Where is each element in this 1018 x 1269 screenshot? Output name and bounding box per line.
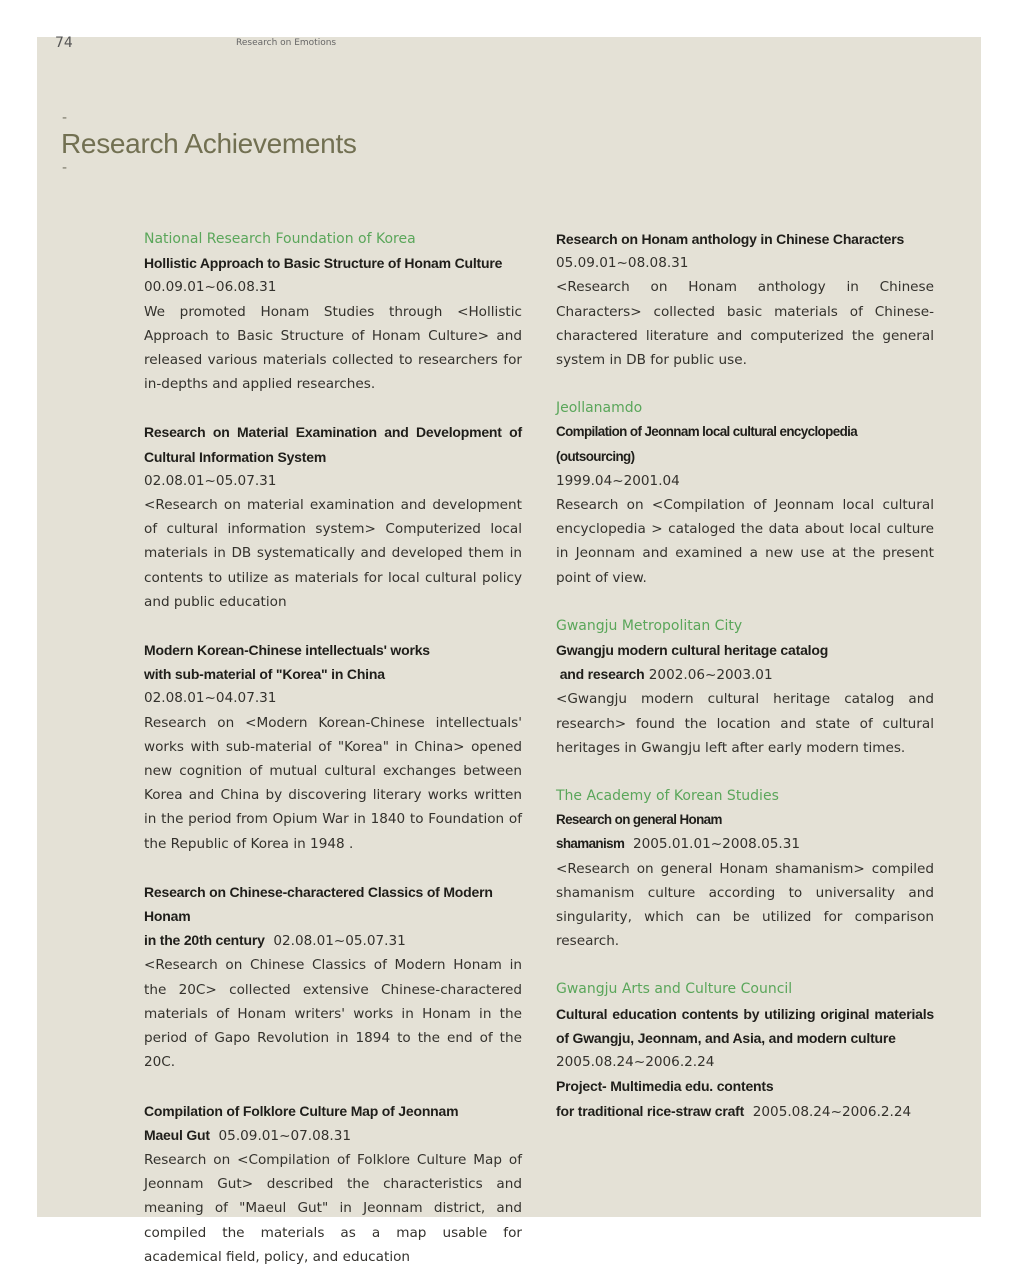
- entry-date: 02.08.01~05.07.31: [144, 472, 277, 489]
- entry-text: Research on <Modern Korean-Chinese intellectuals' works with sub-material of "Korea" in China> opened new cognition of mutual cultural exchanges between Korea and China by discovering literary works written in the period from Opium War in 1840 to Foundation of the Republic of Korea in 1948 .: [144, 714, 522, 852]
- entry-material-examination: [144, 420, 522, 614]
- entry-text: Research on <Compilation of Jeonnam local cultural encyclopedia > cataloged the data about local culture in Jeonnam and examined a new use at the present point of view.: [556, 497, 934, 586]
- entry-date: 05.09.01~08.08.31: [556, 255, 689, 272]
- entry-text: We promoted Honam Studies through <Hollistic Approach to Basic Structure of Honam Culture> and released various materials collected to researchers for in-depths and applied researches.: [144, 303, 522, 393]
- entry-heading-line2: Maeul Gut: [144, 1126, 210, 1143]
- entry-hollistic-approach: [144, 227, 522, 396]
- entry-arts-culture-council: [556, 977, 934, 1123]
- entry-date: 02.08.01~04.07.31: [144, 690, 277, 707]
- entry-jeonnam-encyclopedia: [556, 396, 934, 590]
- entry-text: <Research on material examination and development of cultural information system> Computerized local materials in DB systematically and developed them in contents to utilize as materials for local cultural policy and public education: [144, 497, 522, 610]
- entry-date-2: 2005.08.24~2006.2.24: [752, 1103, 912, 1120]
- entry-date: 2002.06~2003.01: [648, 667, 773, 684]
- entry-heading-line1: Modern Korean-Chinese intellectuals' works: [144, 642, 430, 659]
- entry-heading-2-line2: for traditional rice-straw craft: [556, 1102, 745, 1119]
- entry-heading: Hollistic Approach to Basic Structure of Honam Culture: [144, 255, 503, 272]
- entry-text: <Gwangju modern cultural heritage catalog and research> found the location and state of cultural heritages in Gwangju left after early modern times.: [556, 691, 934, 756]
- title-dash-top: -: [62, 110, 68, 126]
- entry-honam-anthology: [556, 227, 934, 372]
- page-number: 74: [55, 35, 73, 51]
- page-title: Research Achievements: [61, 128, 357, 159]
- entry-text: Research on <Compilation of Folklore Culture Map of Jeonnam Gut> described the characteristics and meaning of "Maeul Gut" in Jeonnam district, and compiled the materials as a map usable for academical field, policy, and education: [144, 1151, 522, 1265]
- org-name: The Academy of Korean Studies: [556, 788, 779, 805]
- entry-heading-line1: Compilation of Folklore Culture Map of Jeonnam: [144, 1102, 459, 1119]
- org-name: Gwangju Metropolitan City: [556, 617, 743, 634]
- entry-heading: Research on general Honam shamanism: [556, 812, 722, 852]
- entry-korean-chinese-intellectuals: [144, 638, 522, 856]
- title-dash-bottom: -: [62, 160, 68, 176]
- running-title: Research on Emotions: [236, 38, 337, 48]
- entry-heading: Compilation of Jeonnam local cultural encyclopedia (outsourcing): [556, 424, 858, 464]
- entry-heading: Cultural education contents by utilizing original materials of Gwangju, Jeonnam, and Asia, and modern culture: [556, 1005, 934, 1046]
- entry-heading: Research on Material Examination and Development of Cultural Information System: [144, 424, 522, 465]
- entry-text: <Research on Chinese Classics of Modern Honam in the 20C> collected extensive Chinese-charactered materials of Honam writers' works in Honam in the period of Gapo Revolution in 1894 to the end of the 20C.: [144, 957, 522, 1071]
- entry-date: 05.09.01~07.08.31: [218, 1127, 351, 1144]
- entry-heading-line2: and research: [556, 666, 645, 683]
- entry-heading-line2: with sub-material of "Korea" in China: [144, 666, 385, 683]
- entry-chinese-charactered-classics: [144, 880, 522, 1075]
- entry-date: 2005.08.24~2006.2.24: [556, 1054, 715, 1071]
- entry-date: 1999.04~2001.04: [556, 472, 680, 489]
- entry-text: <Research on general Honam shamanism> compiled shamanism culture according to universality and singularity, which can be utilized for comparison research.: [556, 860, 934, 950]
- entry-date: 00.09.01~06.08.31: [144, 279, 277, 296]
- entry-heading-2-line1: Project- Multimedia edu. contents: [556, 1078, 774, 1095]
- entry-date: 2005.01.01~2008.05.31: [632, 836, 801, 853]
- entry-text: <Research on Honam anthology in Chinese Characters> collected basic materials of Chinese-charactered literature and computerized the general system in DB for public use.: [556, 279, 934, 369]
- org-name: Gwangju Arts and Culture Council: [556, 981, 793, 998]
- entry-date: 02.08.01~05.07.31: [273, 933, 406, 950]
- entry-folklore-culture-map: [144, 1099, 522, 1269]
- entry-gwangju-heritage-catalog: [556, 614, 934, 760]
- entry-heading-line1: Gwangju modern cultural heritage catalog: [556, 642, 829, 659]
- entry-honam-shamanism: [556, 784, 934, 953]
- entry-heading-line2: in the 20th century: [144, 932, 265, 949]
- org-name: Jeollanamdo: [556, 400, 643, 417]
- entry-heading: Research on Honam anthology in Chinese Characters: [556, 231, 905, 247]
- left-column: [144, 227, 522, 1269]
- right-column: [556, 227, 934, 1124]
- org-name: National Research Foundation of Korea: [144, 231, 416, 247]
- entry-heading-line1: Research on Chinese-charactered Classics of Modern Honam: [144, 883, 493, 925]
